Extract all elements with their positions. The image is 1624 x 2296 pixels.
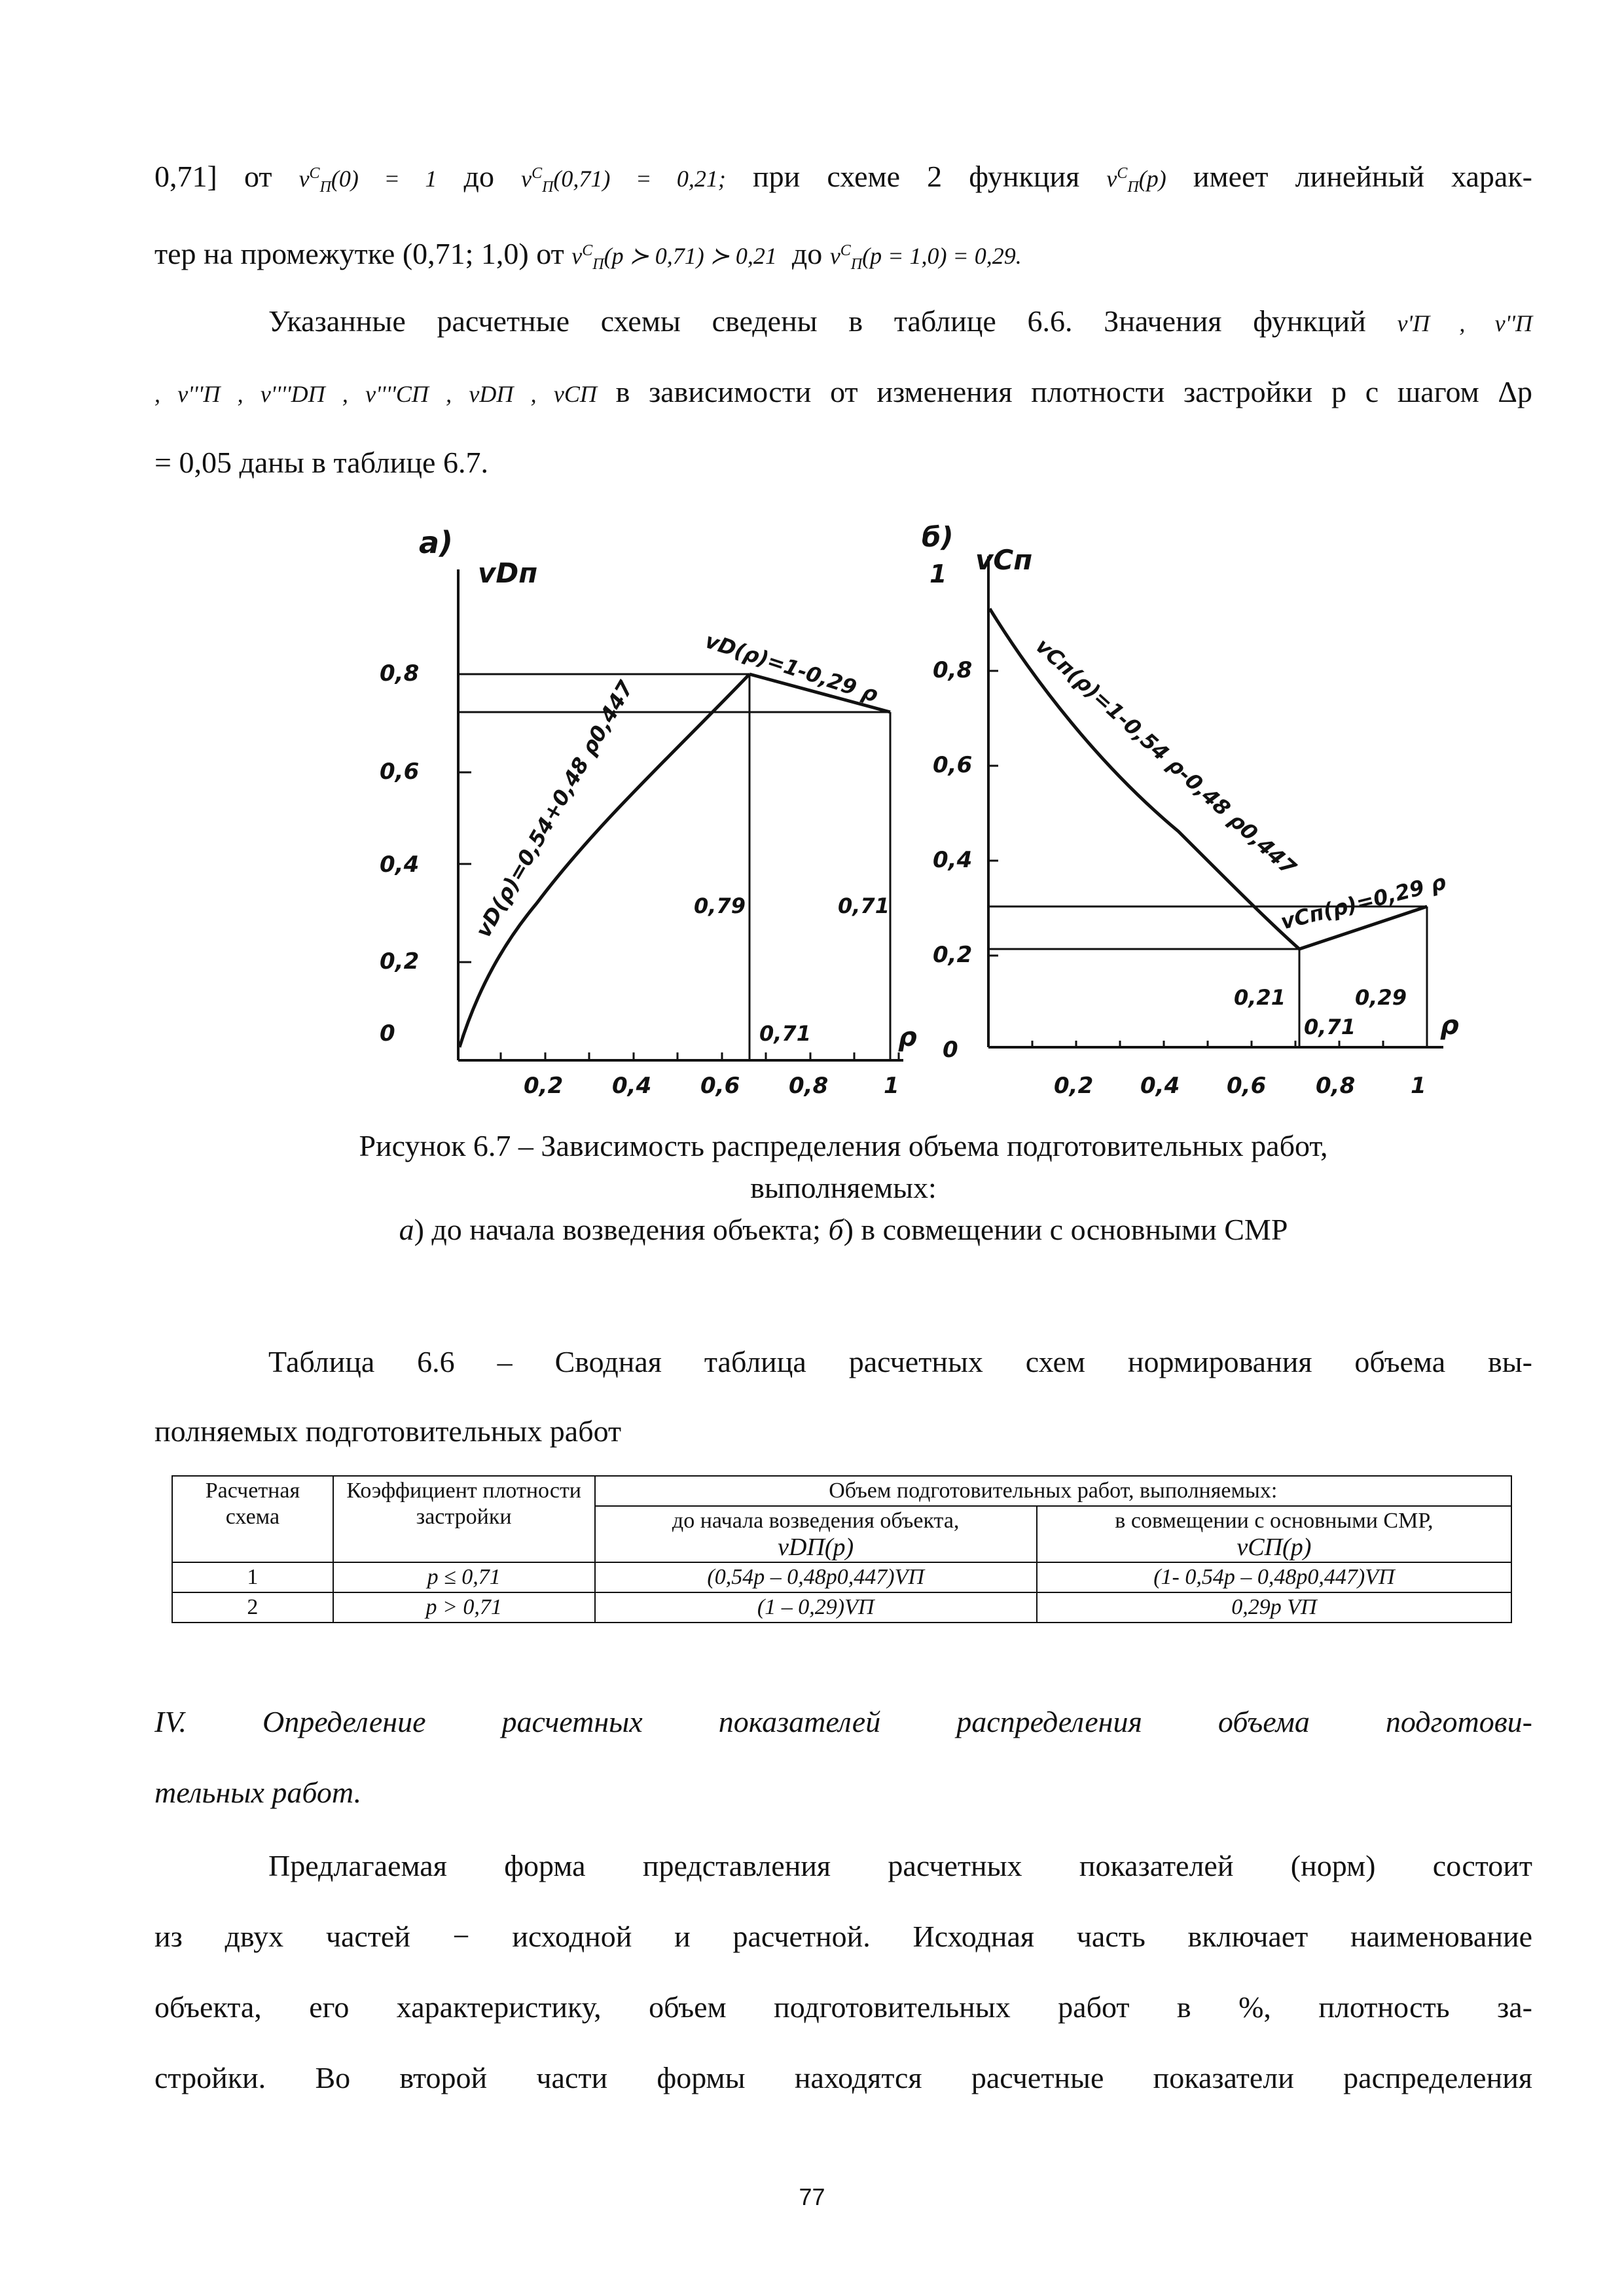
figure-caption-line-2: выполняемых: [750, 1171, 937, 1204]
right-curve-linear-label: vCп(ρ)=0,29 ρ [1278, 869, 1449, 935]
figure-caption-line-3: а) до начала возведения объекта; б) в совмещении с основными СМР [399, 1213, 1288, 1246]
formula-functions-b: , v'''П , v''''DП , v''''CП , vDП , vCП [154, 381, 597, 407]
right-x-tick-label: 0,8 [1316, 1073, 1356, 1099]
body-line-1: Предлагаемая форма представления расчетных показателей (норм) состоит [268, 1849, 1532, 1882]
text-segment: 0,71] от [154, 160, 272, 193]
figure-6-7 [380, 517, 1519, 1106]
right-y-top-label: 1 [929, 560, 947, 588]
right-ann-071: 0,71 [1304, 1014, 1356, 1039]
section-heading-line-1: IV. Определение расчетных показателей распределения объема подготови- [154, 1705, 1532, 1738]
figure-caption-line-1: Рисунок 6.7 – Зависимость распределения объема подготовительных работ, [359, 1129, 1328, 1162]
right-curve-decreasing-label: vCп(ρ)=1-0,54 ρ-0,48 ρ0,447 [1030, 633, 1301, 880]
right-ann-021: 0,21 [1234, 985, 1286, 1010]
right-x-axis-label: ρ [1440, 1011, 1459, 1041]
right-y-tick-label: 0,8 [933, 657, 973, 683]
body-line-3: объекта, его характеристику, объем подготовительных работ в %, плотность за- [154, 1990, 1532, 2024]
table-row: 1 p ≤ 0,71 (0,54p – 0,48p0,447)VП (1- 0,54p – 0,48p0,447)VП [172, 1562, 1511, 1592]
text-segment: тер на промежутке (0,71; 1,0) от [154, 237, 564, 270]
left-panel-letter: а) [419, 525, 454, 560]
text-segment: имеет линейный харак- [1193, 160, 1533, 193]
table-title-line-1: Таблица 6.6 – Сводная таблица расчетных схем нормирования объема вы- [268, 1345, 1532, 1378]
left-x-tick-label: 0,4 [612, 1073, 652, 1099]
left-x-tick-label: 0,2 [524, 1073, 564, 1099]
left-ann-079: 0,79 [694, 893, 746, 918]
right-panel [922, 521, 1459, 1099]
text-segment: до [791, 237, 823, 270]
left-y-tick-label: 0,2 [380, 948, 420, 975]
left-panel [380, 525, 917, 1099]
right-y-tick-label: 0,2 [933, 942, 973, 968]
paragraph-line-1 [154, 152, 1532, 209]
table-title-line-2: полняемых подготовительных работ [154, 1414, 622, 1448]
left-x-tick-label: 0,6 [700, 1073, 740, 1099]
body-line-4: стройки. Во второй части формы находятся расчетные показатели распределения [154, 2061, 1532, 2094]
formula-vcp-p: $v^C_П(p)$ [1106, 165, 1166, 196]
paragraph-line-3 [268, 300, 1532, 345]
left-x-tick-label: 0,8 [789, 1073, 829, 1099]
text-segment: при схеме 2 функция [753, 160, 1080, 193]
formula-vcp-071: $v^C_П(0,71) = 0,21$; [521, 165, 726, 196]
right-x-tick-label: 0,6 [1227, 1073, 1267, 1099]
left-y-tick-label: 0,6 [380, 759, 420, 785]
schemes-table [171, 1475, 1512, 1623]
right-ann-029: 0,29 [1355, 985, 1407, 1010]
right-x-tick-label: 0,2 [1054, 1073, 1094, 1099]
text-segment: = 0,05 даны в таблице 6.7. [154, 446, 488, 479]
table-row: 2 p > 0,71 (1 – 0,29)VП 0,29p VП [172, 1592, 1511, 1623]
right-y-tick-label: 0,4 [933, 847, 973, 873]
paragraph-line-4 [154, 370, 1532, 416]
th-volume: Объем подготовительных работ, выполняемых: [595, 1476, 1511, 1506]
text-segment: Указанные расчетные схемы сведены в таблице 6.6. Значения функций [268, 304, 1366, 338]
formula-vcp-gt071: $v^C_П(p$ ≻ 0,71) ≻ 0,21 [571, 242, 777, 274]
right-x-tick-label: 0,4 [1140, 1073, 1180, 1099]
right-x-tick-label: 1 [1411, 1073, 1426, 1099]
left-ann-071: 0,71 [838, 893, 890, 918]
left-x-axis-label: ρ [898, 1022, 917, 1052]
formula-vcp-1: $v^C_П(p = 1,0) = 0,29$. [829, 242, 1022, 274]
right-panel-letter: б) [922, 521, 954, 553]
formula-vcp-0: $v^C_П(0) = 1$ [298, 165, 437, 196]
th-coef: Коэффициент плотности застройки [333, 1476, 595, 1562]
body-line-2: из двух частей − исходной и расчетной. Исходная часть включает наименование [154, 1920, 1532, 1953]
left-y-tick-label: 0,4 [380, 852, 420, 878]
left-curve-root-label: vD(ρ)=0,54+0,48 ρ0,447 [471, 676, 639, 942]
left-curve-linear-label: vD(ρ)=1-0,29 ρ [702, 628, 881, 708]
th-combined: в совмещении с основными СМР, vCП(p) [1037, 1506, 1511, 1562]
text-segment: до [463, 160, 494, 193]
th-scheme: Расчетная схема [172, 1476, 333, 1562]
left-axis-y-label: vDп [478, 557, 538, 589]
left-ann-071-bottom: 0,71 [759, 1021, 811, 1046]
formula-functions-a: v'П , v''П [1397, 310, 1532, 336]
paragraph-line-2 [154, 229, 1532, 286]
right-curve-decreasing [990, 609, 1299, 949]
section-heading-line-2: тельных работ. [154, 1776, 362, 1809]
paragraph-line-5 [154, 441, 1532, 484]
left-y-tick-label: 0,8 [380, 660, 420, 687]
right-y-tick-label: 0,6 [933, 752, 973, 778]
left-y-tick-label: 0 [380, 1020, 395, 1047]
text-segment: в зависимости от изменения плотности застройки p с шагом Δp [615, 375, 1533, 408]
right-axis-y-label: vCп [975, 544, 1033, 576]
left-x-tick-label: 1 [884, 1073, 899, 1099]
page-number: 77 [799, 2183, 825, 2210]
th-before: до начала возведения объекта, vDП(p) [595, 1506, 1037, 1562]
right-y-tick-label: 0 [943, 1037, 958, 1063]
